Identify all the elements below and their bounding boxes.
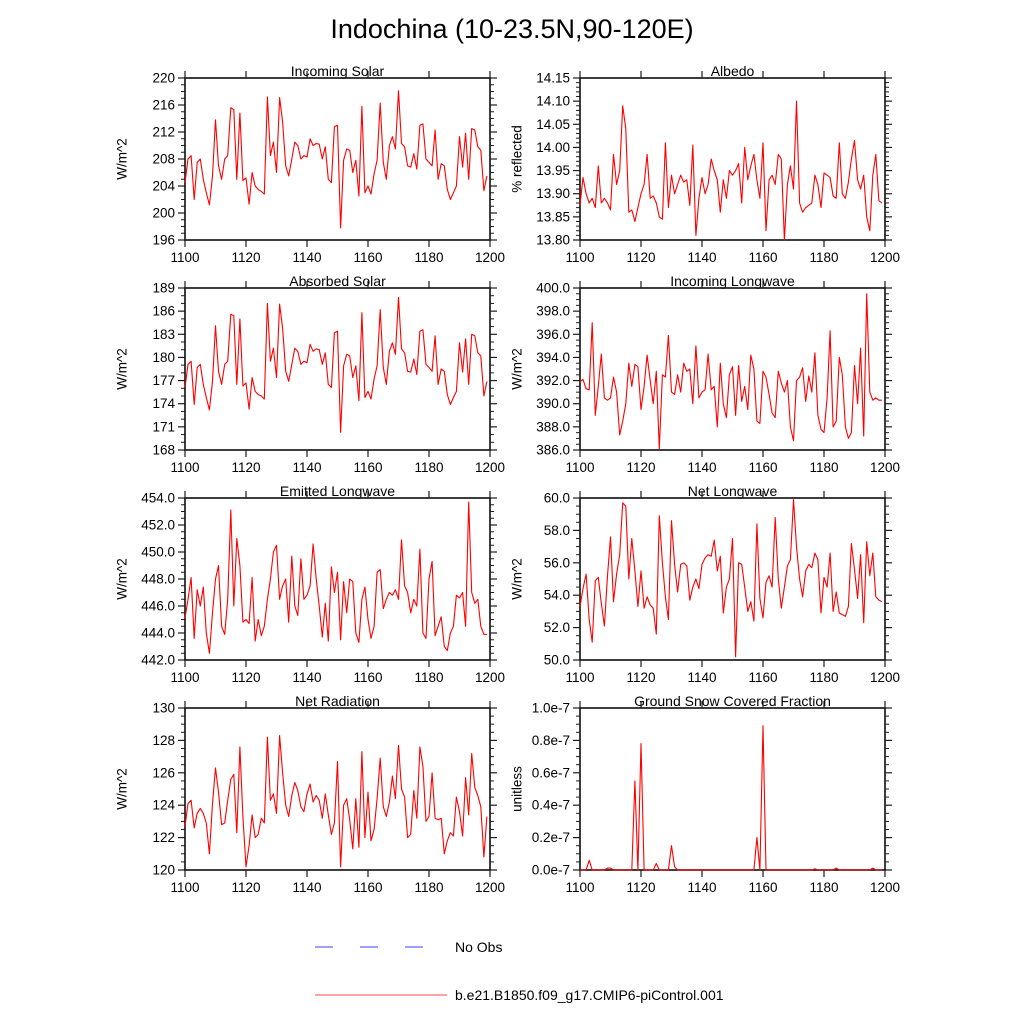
svg-text:56.0: 56.0: [543, 555, 570, 571]
svg-text:0.4e-7: 0.4e-7: [531, 797, 570, 813]
svg-text:1180: 1180: [809, 670, 839, 685]
svg-text:122: 122: [152, 830, 175, 846]
svg-text:174: 174: [152, 396, 175, 412]
svg-text:1160: 1160: [748, 460, 778, 475]
svg-text:1120: 1120: [231, 460, 261, 475]
incoming-longwave-chart: [495, 275, 915, 500]
svg-text:1140: 1140: [292, 250, 322, 265]
panel-incoming-solar: [100, 65, 520, 290]
panel-net-radiation: [100, 695, 520, 920]
svg-text:120: 120: [152, 862, 175, 878]
svg-text:1120: 1120: [626, 250, 656, 265]
svg-text:1180: 1180: [414, 460, 444, 475]
svg-text:13.80: 13.80: [536, 232, 570, 248]
svg-text:14.05: 14.05: [536, 116, 570, 132]
svg-text:1120: 1120: [231, 250, 261, 265]
svg-text:398.0: 398.0: [536, 303, 570, 319]
legend-label: b.e21.B1850.f09_g17.CMIP6-piControl.001: [455, 987, 724, 1003]
svg-text:128: 128: [152, 732, 175, 748]
svg-text:1100: 1100: [170, 460, 200, 475]
svg-text:14.10: 14.10: [536, 93, 570, 109]
svg-text:386.0: 386.0: [536, 442, 570, 458]
svg-text:14.15: 14.15: [536, 70, 570, 86]
ground-snow-chart: [495, 695, 915, 920]
svg-text:1180: 1180: [809, 460, 839, 475]
panel-net-longwave: [495, 485, 915, 710]
svg-text:1200: 1200: [474, 250, 506, 265]
svg-text:1200: 1200: [869, 670, 901, 685]
panel-title: Incoming Solar: [290, 63, 385, 79]
svg-text:1120: 1120: [626, 460, 656, 475]
svg-text:1180: 1180: [414, 670, 444, 685]
svg-text:13.85: 13.85: [536, 209, 570, 225]
svg-text:444.0: 444.0: [141, 625, 175, 641]
y-axis-label: W/m^2: [509, 558, 525, 600]
panel-ground-snow-covered-fraction: [495, 695, 915, 920]
svg-text:0.6e-7: 0.6e-7: [531, 765, 570, 781]
net-radiation-chart: [100, 695, 520, 920]
svg-text:1160: 1160: [748, 880, 778, 895]
svg-text:186: 186: [152, 303, 175, 319]
svg-text:130: 130: [152, 700, 175, 716]
svg-text:1180: 1180: [414, 250, 444, 265]
svg-text:1200: 1200: [869, 250, 901, 265]
svg-text:1140: 1140: [292, 880, 322, 895]
svg-text:1160: 1160: [748, 670, 778, 685]
svg-text:1120: 1120: [231, 670, 261, 685]
svg-text:13.95: 13.95: [536, 163, 570, 179]
y-axis-label: W/m^2: [114, 558, 130, 600]
incoming-solar-chart: [100, 65, 520, 290]
svg-text:450.0: 450.0: [141, 544, 175, 560]
panel-absorbed-solar: [100, 275, 520, 500]
svg-text:1140: 1140: [687, 670, 717, 685]
panel-title: Emitted Longwave: [279, 483, 396, 499]
y-axis-label: W/m^2: [114, 138, 130, 180]
y-axis-label: W/m^2: [114, 348, 130, 390]
svg-text:396.0: 396.0: [536, 326, 570, 342]
svg-text:442.0: 442.0: [141, 652, 175, 668]
svg-text:1140: 1140: [687, 880, 717, 895]
svg-text:0.0e-7: 0.0e-7: [531, 862, 570, 878]
svg-text:54.0: 54.0: [543, 587, 570, 603]
svg-text:60.0: 60.0: [543, 490, 570, 506]
svg-text:189: 189: [152, 280, 175, 296]
svg-text:1180: 1180: [809, 880, 839, 895]
svg-text:52.0: 52.0: [543, 620, 570, 636]
y-axis-label: % reflected: [509, 125, 525, 193]
svg-text:1100: 1100: [565, 250, 595, 265]
svg-text:0.8e-7: 0.8e-7: [531, 732, 570, 748]
svg-text:1100: 1100: [170, 670, 200, 685]
svg-text:1200: 1200: [474, 880, 506, 895]
legend-label: No Obs: [455, 939, 503, 955]
svg-text:212: 212: [152, 124, 175, 140]
svg-text:1100: 1100: [565, 880, 595, 895]
svg-text:454.0: 454.0: [141, 490, 175, 506]
panel-albedo: [495, 65, 915, 290]
svg-text:126: 126: [152, 765, 175, 781]
absorbed-solar-chart: [100, 275, 520, 500]
svg-text:216: 216: [152, 97, 175, 113]
model-line-swatch: [313, 986, 449, 1004]
svg-text:1160: 1160: [353, 670, 383, 685]
svg-text:200: 200: [152, 205, 175, 221]
legend-item-no-obs: [313, 938, 502, 956]
panel-title: Albedo: [710, 63, 755, 79]
svg-text:1180: 1180: [809, 250, 839, 265]
emitted-longwave-chart: [100, 485, 520, 710]
svg-text:392.0: 392.0: [536, 373, 570, 389]
svg-text:1160: 1160: [353, 250, 383, 265]
svg-text:220: 220: [152, 70, 175, 86]
svg-text:180: 180: [152, 349, 175, 365]
panel-title: Ground Snow Covered Fraction: [634, 693, 831, 709]
svg-text:1140: 1140: [687, 460, 717, 475]
svg-text:1120: 1120: [231, 880, 261, 895]
svg-text:1140: 1140: [292, 460, 322, 475]
svg-text:1160: 1160: [353, 460, 383, 475]
svg-text:171: 171: [152, 419, 175, 435]
svg-text:196: 196: [152, 232, 175, 248]
figure-title: Indochina (10-23.5N,90-120E): [330, 14, 694, 44]
svg-text:1160: 1160: [748, 250, 778, 265]
y-axis-label: unitless: [509, 766, 525, 812]
svg-text:124: 124: [152, 797, 175, 813]
panel-title: Net Radiation: [295, 693, 380, 709]
svg-text:1200: 1200: [474, 460, 506, 475]
net-longwave-chart: [495, 485, 915, 710]
svg-text:400.0: 400.0: [536, 280, 570, 296]
svg-text:1140: 1140: [292, 670, 322, 685]
panel-incoming-longwave: [495, 275, 915, 500]
svg-text:183: 183: [152, 326, 175, 342]
svg-text:1100: 1100: [170, 250, 200, 265]
albedo-chart: [495, 65, 915, 290]
svg-text:388.0: 388.0: [536, 419, 570, 435]
svg-text:446.0: 446.0: [141, 598, 175, 614]
panel-title: Net Longwave: [687, 483, 778, 499]
svg-text:1200: 1200: [869, 880, 901, 895]
svg-text:1180: 1180: [414, 880, 444, 895]
svg-text:0.2e-7: 0.2e-7: [531, 830, 570, 846]
legend-item-model-case: [313, 986, 724, 1004]
svg-text:1200: 1200: [474, 670, 506, 685]
y-axis-label: W/m^2: [114, 768, 130, 810]
no-obs-dashed-line-swatch: [313, 938, 449, 956]
svg-text:50.0: 50.0: [543, 652, 570, 668]
panel-title: Absorbed Solar: [289, 273, 386, 289]
svg-text:394.0: 394.0: [536, 349, 570, 365]
svg-text:168: 168: [152, 442, 175, 458]
panel-title: Incoming Longwave: [670, 273, 795, 289]
svg-text:1100: 1100: [565, 460, 595, 475]
svg-text:1.0e-7: 1.0e-7: [531, 700, 570, 716]
svg-text:1140: 1140: [687, 250, 717, 265]
svg-text:448.0: 448.0: [141, 571, 175, 587]
y-axis-label: W/m^2: [509, 348, 525, 390]
svg-text:204: 204: [152, 178, 175, 194]
svg-text:13.90: 13.90: [536, 186, 570, 202]
svg-text:1100: 1100: [565, 670, 595, 685]
panel-emitted-longwave: [100, 485, 520, 710]
svg-text:390.0: 390.0: [536, 396, 570, 412]
svg-text:14.00: 14.00: [536, 139, 570, 155]
svg-text:1100: 1100: [170, 880, 200, 895]
svg-text:1120: 1120: [626, 670, 656, 685]
svg-text:177: 177: [152, 373, 175, 389]
svg-text:1120: 1120: [626, 880, 656, 895]
svg-text:1160: 1160: [353, 880, 383, 895]
svg-text:58.0: 58.0: [543, 522, 570, 538]
svg-text:452.0: 452.0: [141, 517, 175, 533]
svg-text:208: 208: [152, 151, 175, 167]
svg-text:1200: 1200: [869, 460, 901, 475]
